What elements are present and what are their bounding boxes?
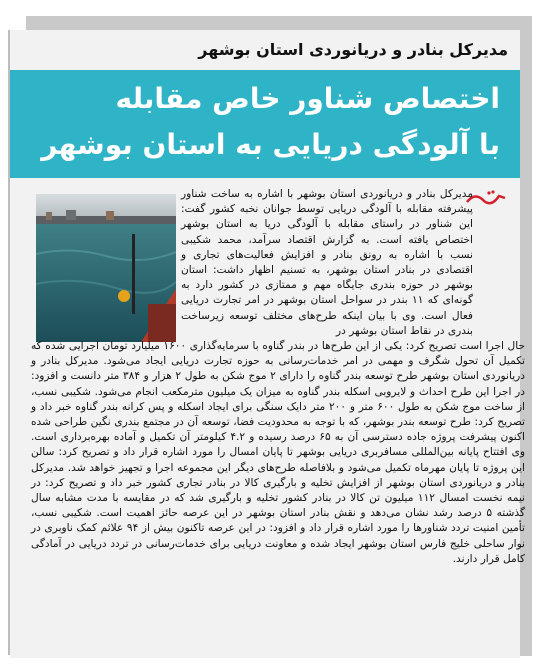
article-body (31, 187, 525, 567)
headline (20, 76, 500, 168)
headline-line-2: با آلودگی دریایی به استان بوشهر (41, 128, 500, 161)
paragraph-2: حال اجرا است تصریح کرد: یکی از این طرح‌ها در بندر گناوه با سرمایه‌گذاری ۱۶۰۰ میلیارد تومان اجرایی شده که تکمیل آن تحول شگرف و مهمی در امر خدمات‌رسانی به حوزه تجارت دریایی ایجاد می‌شود. مدیرکل بنادر و دریانوردی استان بوشهر طرح توسعه بندر گناوه را دارای ۲ موج شکن به طول ۲ هزار و ۳۸۴ متر دانست و افزود: در اجرا این طرح احداث و لایروبی اسکله بندر گناوه به میزان یک میلیون مترمکعب انجام می‌شود. شکیبی نسب، از ساخت موج شکن به طول ۶۰۰ متر و ۲۰۰ متر دایک سنگی برای ایجاد اسکله و پس کرانه بندر گناوه خبر داد و تصریح کرد: طرح توسعه بندر بوشهر، که با توجه به محدودیت فضا، توسعه آن در مجتمع بندری نگین طراحی شده اکنون پیشرفت پروژه جاده دسترسی آن به ۶۵ درصد رسیده و ۴.۲ کیلومتر آن تکمیل و آماده بهره‌برداری است. وی افتتاح پایانه بین‌المللی مسافربری دریایی بوشهر تا پایان امسال را مورد اشاره قرار داد و تصریح کرد: سالن این پروژه تا پایان مهرماه تکمیل می‌شود و بلافاصله طرح‌های دیگر این مجموعه اجرا و تجهیز خواهد شد. مدیرکل بنادر و دریانوردی استان بوشهر از افزایش تخلیه و بارگیری کالا در بنادر تجاری کشور خبر داد و تصریح کرد: در نیمه نخست امسال ۱۱۲ میلیون تن کالا در بنادر کشور تخلیه و بارگیری شد که در مقایسه با مدت مشابه سال گذشته ۵ درصد رشد نشان می‌دهد و نقش بنادر استان بوشهر در این عرصه حائز اهمیت است. شکیبی نسب، تأمین امنیت تردد شناورها را مورد اشاره قرار داد و افزود: در این عرصه تاکنون بیش از ۹۴ علائم کمک ناوبری در نوار ساحلی خلیج فارس استان بوشهر ایجاد شده و معاونت دریایی برای خدمات‌رسانی در تردد دریایی در آمادگی کامل قرار دارند. (31, 340, 525, 565)
headline-line-1: اختصاص شناور خاص مقابله (115, 82, 500, 115)
headline-banner (10, 70, 520, 178)
paragraph-1: مدیرکل بنادر و دریانوردی استان بوشهر با اشاره به ساخت شناور پیشرفته مقابله با آلودگی دریایی توسط جوانان نخبه کشور گفت: این شناور در راستای مقابله با آلودگی دریا به استان بوشهر اختصاص یافته است. به گزارش اقتصاد سرآمد، محمد شکیبی نسب با اشاره به رونق بنادر و افزایش فعالیت‌های تجاری و اقتصادی در بنادر استان بوشهر، به تسنیم اظهار داشت: استان بوشهر در حوزه بندری جایگاه مهم و ممتازی در کشور دارد به گونه‌ای که ۱۱ بندر در سواحل استان بوشهر در امر تجارت دریایی فعال است. وی با بیان اینکه طرح‌های مختلف توسعه زیرساخت بندری در نقاط استان بوشهر در (181, 188, 473, 337)
kicker-title: مدیرکل بنادر و دریانوردی استان بوشهر (198, 40, 508, 59)
